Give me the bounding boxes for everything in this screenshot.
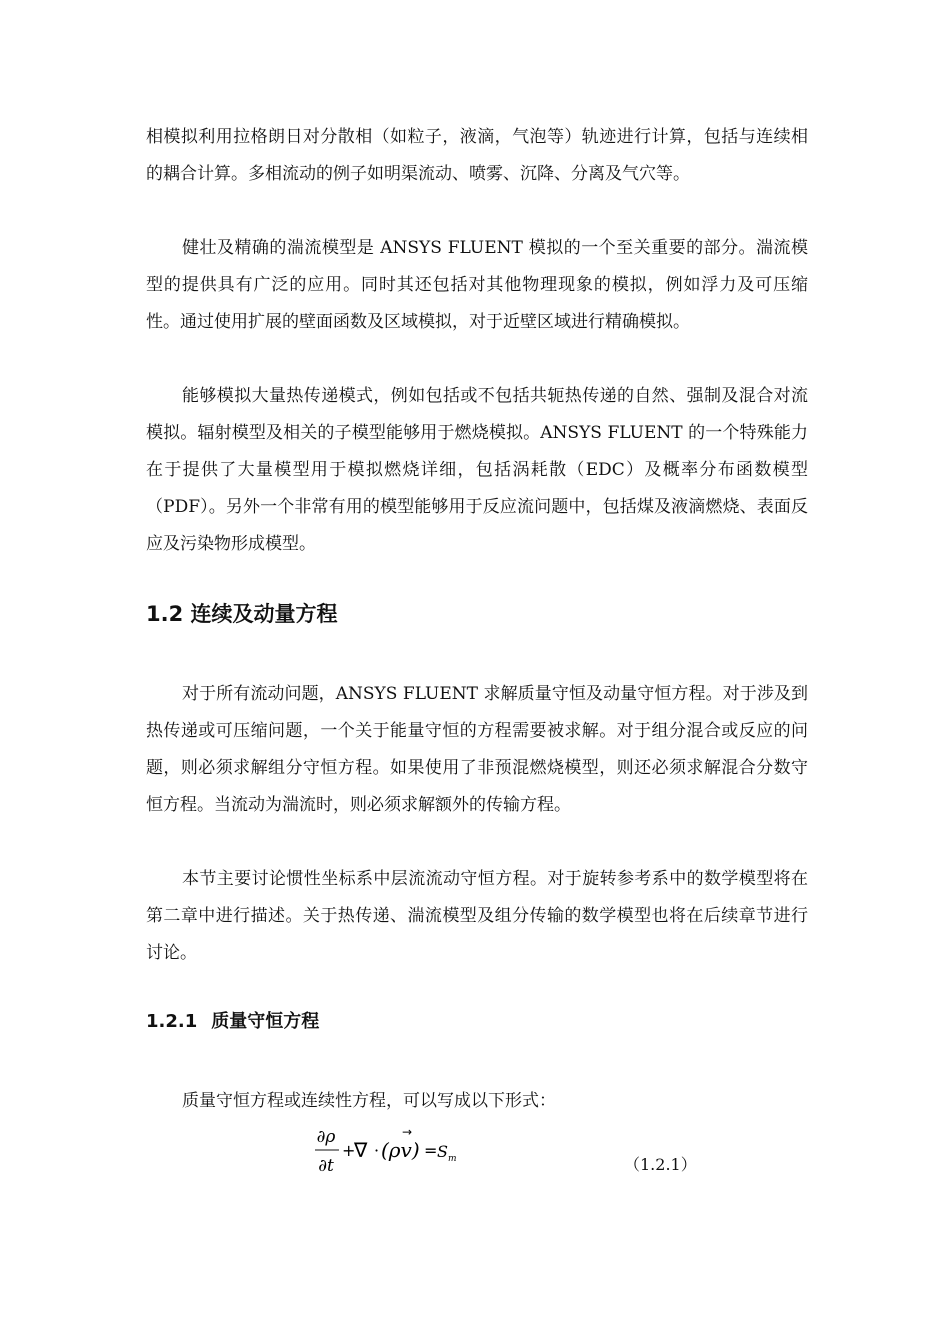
paragraph-mass-intro: 质量守恒方程或连续性方程，可以写成以下形式： bbox=[182, 1091, 556, 1111]
continuity-equation bbox=[312, 1120, 512, 1180]
nabla-icon: ∇ bbox=[354, 1138, 368, 1162]
paragraph-turbulence: 健壮及精确的湍流模型是 ANSYS FLUENT 模拟的一个至关重要的部分。湍流模型的提供具有广泛的应用。同时其还包括对其他物理现象的模拟，例如浮力及可压缩性。通过使用扩展的壁面函数及区域模拟，对于近壁区域进行精确模拟。 bbox=[146, 238, 808, 332]
eq-dot: · bbox=[374, 1141, 380, 1160]
subsection-heading bbox=[146, 1005, 319, 1039]
eq-rho-v: (ρv) bbox=[381, 1138, 420, 1162]
subsection-title: 质量守恒方程 bbox=[211, 1011, 320, 1032]
eq-source-subscript: m bbox=[448, 1154, 457, 1164]
paragraph-conservation: 对于所有流动问题，ANSYS FLUENT 求解质量守恒及动量守恒方程。对于涉及到热传递或可压缩问题，一个关于能量守恒的方程需要被求解。对于组分混合或反应的问题，则必须求解组分守恒方程。如果使用了非预混燃烧模型，则还必须求解混合分数守恒方程。当流动为湍流时，则必须求解额外的传输方程。 bbox=[146, 684, 808, 815]
eq-equals: = bbox=[424, 1141, 438, 1160]
subsection-number: 1.2.1 bbox=[146, 1011, 198, 1032]
eq-numerator: ∂ρ bbox=[316, 1127, 336, 1147]
eq-denominator: ∂t bbox=[318, 1156, 334, 1176]
eq-plus: + bbox=[342, 1141, 356, 1160]
paragraph-multiphase: 相模拟利用拉格朗日对分散相（如粒子，液滴，气泡等）轨迹进行计算，包括与连续相的耦合计算。多相流动的例子如明渠流动、喷雾、沉降、分离及气穴等。 bbox=[146, 127, 808, 184]
equation-number: （1.2.1） bbox=[624, 1155, 697, 1174]
paragraph-heat-transfer: 能够模拟大量热传递模式，例如包括或不包括共轭热传递的自然、强制及混合对流模拟。辐射模型及相关的子模型能够用于燃烧模拟。ANSYS FLUENT 的一个特殊能力在于提供了大量模型用于模拟燃烧详细，包括涡耗散（EDC）及概率分布函数模型（PDF）。另外一个非常有用的模型能够用于反应流问题中，包括煤及液滴燃烧、表面反应及污染物形成模型。 bbox=[146, 386, 808, 554]
section-heading: 1.2 连续及动量方程 bbox=[146, 602, 338, 626]
eq-source: S bbox=[437, 1142, 448, 1161]
vector-arrow-icon: → bbox=[402, 1125, 413, 1139]
paragraph-section-scope: 本节主要讨论惯性坐标系中层流流动守恒方程。对于旋转参考系中的数学模型将在第二章中进行描述。关于热传递、湍流模型及组分传输的数学模型也将在后续章节进行讨论。 bbox=[146, 869, 808, 963]
